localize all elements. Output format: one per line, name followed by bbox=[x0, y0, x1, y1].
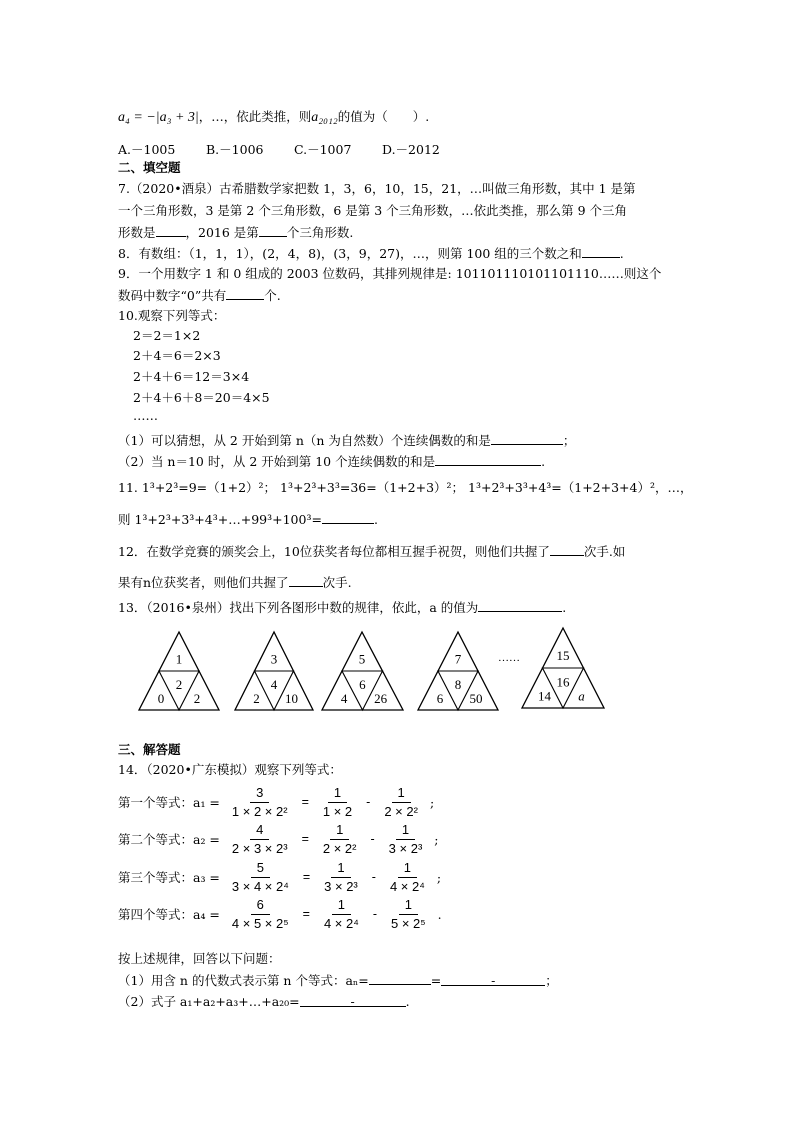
q10-part1 bbox=[118, 432, 575, 449]
q10-part1-tail: ； bbox=[562, 433, 576, 448]
q11-line1: 11. 1³+2³=9=（1+2）²； 1³+2³+3³=36=（1+2+3）²； 1³+2³+3³+4³=（1+2+3+4）²，…， bbox=[118, 480, 693, 495]
q14-title: 14．（2020•广东模拟）观察下列等式： bbox=[118, 762, 342, 777]
q14-equation-1 bbox=[118, 783, 434, 821]
triangle-right-value: a bbox=[578, 688, 585, 704]
ellipsis-text: …… bbox=[498, 652, 520, 664]
denominator: 1 × 2 × 2² bbox=[231, 803, 288, 819]
q6-option-c: C.－1007 bbox=[294, 142, 352, 157]
q12-blank-2[interactable] bbox=[289, 574, 323, 587]
q13-blank[interactable] bbox=[478, 599, 562, 612]
q7-line3a: 形数是 bbox=[118, 225, 156, 240]
q6-text: ，…，依此类推，则 bbox=[198, 109, 312, 124]
numerator: 1 bbox=[396, 822, 415, 840]
triangle-mid-value: 16 bbox=[556, 674, 570, 690]
numerator: 3 bbox=[250, 785, 269, 803]
triangle-left-value: 4 bbox=[340, 691, 348, 706]
equation-end: ; bbox=[434, 831, 439, 847]
fraction bbox=[226, 860, 295, 895]
equals-sign: = bbox=[302, 870, 311, 884]
fraction bbox=[378, 785, 424, 820]
q12-line1 bbox=[118, 543, 625, 560]
fraction bbox=[383, 822, 429, 857]
triangle-left-value: 2 bbox=[253, 691, 260, 706]
equation-end: ; bbox=[436, 869, 442, 885]
q9-blank[interactable] bbox=[226, 287, 264, 300]
q14-part2 bbox=[118, 994, 410, 1010]
triangle-mid-value: 6 bbox=[359, 677, 366, 692]
q14-equation-4 bbox=[118, 895, 442, 933]
q6-target: a₂₀₁₂ bbox=[311, 110, 338, 125]
q11-line2 bbox=[118, 511, 378, 528]
q10-row-2: 2＋4＝6＝2×3 bbox=[133, 348, 221, 363]
q10-title: 10.观察下列等式： bbox=[118, 308, 226, 323]
fraction bbox=[226, 822, 294, 857]
q6-formula: a₄ = −|a₃ + 3| bbox=[118, 110, 199, 125]
q8-tail: . bbox=[619, 246, 624, 261]
denominator: 5 × 2⁵ bbox=[391, 915, 426, 931]
numerator: 6 bbox=[251, 897, 270, 915]
fraction bbox=[318, 860, 364, 895]
denominator: 2 × 3 × 2³ bbox=[231, 840, 288, 856]
triangle-top-value: 15 bbox=[556, 648, 570, 663]
q10-part2-text: （2）当 n＝10 时，从 2 开始到第 10 个连续偶数的和是 bbox=[118, 454, 436, 469]
triangle-mid-value: 2 bbox=[175, 677, 183, 692]
q9-line2a: 数码中数字“0”共有 bbox=[118, 288, 227, 303]
numerator: 1 bbox=[332, 897, 351, 915]
q12-line2 bbox=[118, 574, 352, 591]
equation-label: 第二个等式：a₂ = bbox=[118, 832, 220, 847]
triangle-right-value: 10 bbox=[285, 691, 298, 706]
q7-blank-2[interactable] bbox=[259, 224, 287, 237]
q14-part1 bbox=[118, 972, 558, 989]
denominator: 3 × 2³ bbox=[388, 840, 423, 856]
equation-end: . bbox=[437, 906, 442, 922]
q14-part2-text: （2）式子 a₁+a₂+a₃+…+a₂₀= bbox=[118, 994, 300, 1009]
q14-blank-1[interactable] bbox=[369, 972, 431, 985]
q6-tail: 的值为（ ）. bbox=[337, 109, 430, 124]
equation-label: 第三个等式：a₃ = bbox=[118, 870, 220, 885]
numerator: 5 bbox=[251, 860, 270, 878]
minus-sign: - bbox=[371, 870, 376, 884]
q14-blank-2[interactable] bbox=[441, 973, 545, 986]
minus-sign: - bbox=[366, 795, 371, 809]
q12-line2a: 果有n位获奖者，则他们共握了 bbox=[118, 575, 289, 590]
q6-options bbox=[118, 142, 470, 158]
q13-text: 13．（2016•泉州）找出下列各图形中数的规律，依此，a 的值为 bbox=[118, 600, 479, 615]
q8-blank[interactable] bbox=[582, 245, 620, 258]
minus-sign: - bbox=[370, 832, 375, 846]
equals-sign: = bbox=[301, 795, 309, 809]
numerator: 1 bbox=[399, 897, 418, 915]
denominator: 3 × 4 × 2⁴ bbox=[231, 878, 289, 894]
triangle-left-value: 14 bbox=[538, 688, 551, 704]
triangle-figures bbox=[0, 620, 794, 730]
denominator: 4 × 2⁴ bbox=[389, 878, 425, 894]
triangle-mid-value: 4 bbox=[270, 677, 278, 692]
q14-instruction: 按上述规律，回答以下问题： bbox=[118, 951, 281, 966]
fraction bbox=[385, 897, 432, 932]
q11-tail: . bbox=[373, 512, 378, 527]
q12-line2b: 次手. bbox=[322, 575, 352, 590]
q6-line bbox=[118, 109, 429, 126]
triangle-left-value: 0 bbox=[157, 691, 165, 706]
q9-line1: 9．一个用数字 1 和 0 组成的 2003 位数码，其排列规律是: 101101110101101110……则这个 bbox=[118, 266, 662, 281]
triangle-top-value: 1 bbox=[175, 651, 183, 667]
q10-row-3: 2＋4＋6＝12＝3×4 bbox=[133, 369, 250, 384]
q12-blank-1[interactable] bbox=[550, 543, 584, 556]
triangle-right-value: 50 bbox=[469, 691, 483, 706]
denominator: 4 × 2⁴ bbox=[323, 915, 359, 931]
minus-sign: - bbox=[372, 907, 377, 921]
denominator: 1 × 2 bbox=[322, 803, 353, 819]
triangle-right-value: 26 bbox=[374, 691, 388, 706]
q8-line bbox=[118, 245, 624, 262]
q10-blank-1[interactable] bbox=[491, 432, 563, 445]
q10-part2 bbox=[118, 453, 545, 470]
q10-row-5: …… bbox=[133, 408, 158, 423]
equals-sign: = bbox=[302, 907, 310, 921]
fraction bbox=[317, 822, 363, 857]
q14-part1-eq: = bbox=[430, 973, 442, 988]
q7-blank-1[interactable] bbox=[156, 224, 186, 237]
triangle-left-value: 6 bbox=[436, 691, 444, 706]
denominator: 2 × 2² bbox=[322, 840, 357, 856]
q10-part1-text: （1）可以猜想，从 2 开始到第 n（n 为自然数）个连续偶数的和是 bbox=[118, 433, 491, 448]
section3-heading: 三、解答题 bbox=[118, 742, 181, 757]
equals-sign: = bbox=[301, 832, 309, 846]
q12-line1a: 12．在数学竞赛的颁奖会上，10位获奖者每位都相互握手祝贺，则他们共握了 bbox=[118, 544, 550, 559]
numerator: 1 bbox=[398, 860, 417, 878]
q7-line3c: 个三角形数. bbox=[286, 225, 354, 240]
q10-part2-tail: . bbox=[541, 454, 546, 469]
triangle-top-value: 5 bbox=[358, 651, 366, 667]
q9-line2b: 个. bbox=[264, 288, 281, 303]
q6-option-d: D.－2012 bbox=[382, 142, 440, 157]
triangle-mid-value: 8 bbox=[454, 677, 462, 692]
triangle-right-value: 2 bbox=[193, 691, 201, 706]
fraction bbox=[226, 785, 294, 820]
denominator: 3 × 2³ bbox=[324, 878, 358, 894]
fraction bbox=[226, 897, 295, 932]
q11-blank[interactable] bbox=[322, 511, 374, 524]
numerator: 1 bbox=[331, 860, 350, 878]
q10-row-4: 2＋4＋6＋8＝20＝4×5 bbox=[133, 390, 270, 405]
q14-part1-minus: - bbox=[491, 973, 496, 988]
equation-label: 第一个等式：a₁ = bbox=[118, 795, 220, 810]
numerator: 1 bbox=[328, 785, 347, 803]
fraction bbox=[317, 785, 358, 820]
q13-line bbox=[118, 599, 566, 616]
q9-line2 bbox=[118, 287, 281, 304]
q6-option-b: B.－1006 bbox=[206, 142, 264, 157]
q10-blank-2[interactable] bbox=[435, 453, 541, 466]
q14-blank-3[interactable] bbox=[300, 994, 406, 1007]
q7-line1: 7.（2020•酒泉）古希腊数学家把数 1，3，6，10，15，21，…叫做三角形数，其中 1 是第 bbox=[118, 181, 636, 196]
q11-line2-text: 则 1³+2³+3³+4³+…+99³+100³= bbox=[118, 512, 322, 527]
triangle-top-value: 7 bbox=[454, 651, 462, 667]
triangle-top-value: 3 bbox=[270, 651, 278, 667]
numerator: 4 bbox=[250, 822, 269, 840]
q6-option-a: A.－1005 bbox=[118, 142, 176, 157]
section2-heading: 二、填空题 bbox=[118, 160, 181, 175]
denominator: 4 × 5 × 2⁵ bbox=[231, 915, 289, 931]
fraction bbox=[384, 860, 431, 895]
q8-text: 8．有数组：（1，1，1），(2，4，8)，(3，9，27)，…，则第 100 组的三个数之和 bbox=[118, 246, 582, 261]
equation-label: 第四个等式：a₄ = bbox=[118, 907, 220, 922]
q10-row-1: 2＝2＝1×2 bbox=[133, 328, 201, 343]
q14-equation-3 bbox=[118, 858, 441, 896]
q14-part1-tail: ； bbox=[545, 973, 558, 988]
q13-tail: . bbox=[562, 600, 567, 615]
numerator: 1 bbox=[392, 785, 411, 803]
q12-line1b: 次手.如 bbox=[583, 544, 626, 559]
equation-end: ; bbox=[429, 794, 435, 810]
q7-line3b: ，2016 是第 bbox=[185, 225, 259, 240]
q14-part2-tail: . bbox=[405, 994, 410, 1009]
q14-part1-text: （1）用含 n 的代数式表示第 n 个等式：aₙ= bbox=[118, 973, 369, 988]
q14-part2-minus: - bbox=[350, 994, 355, 1009]
q7-line3 bbox=[118, 224, 353, 241]
numerator: 1 bbox=[330, 822, 349, 840]
denominator: 2 × 2² bbox=[384, 803, 418, 819]
fraction bbox=[318, 897, 365, 932]
q7-line2: 一个三角形数，3 是第 2 个三角形数，6 是第 3 个三角形数，…依此类推，那么第 9 个三角 bbox=[118, 203, 628, 218]
q14-equation-2 bbox=[118, 820, 439, 858]
